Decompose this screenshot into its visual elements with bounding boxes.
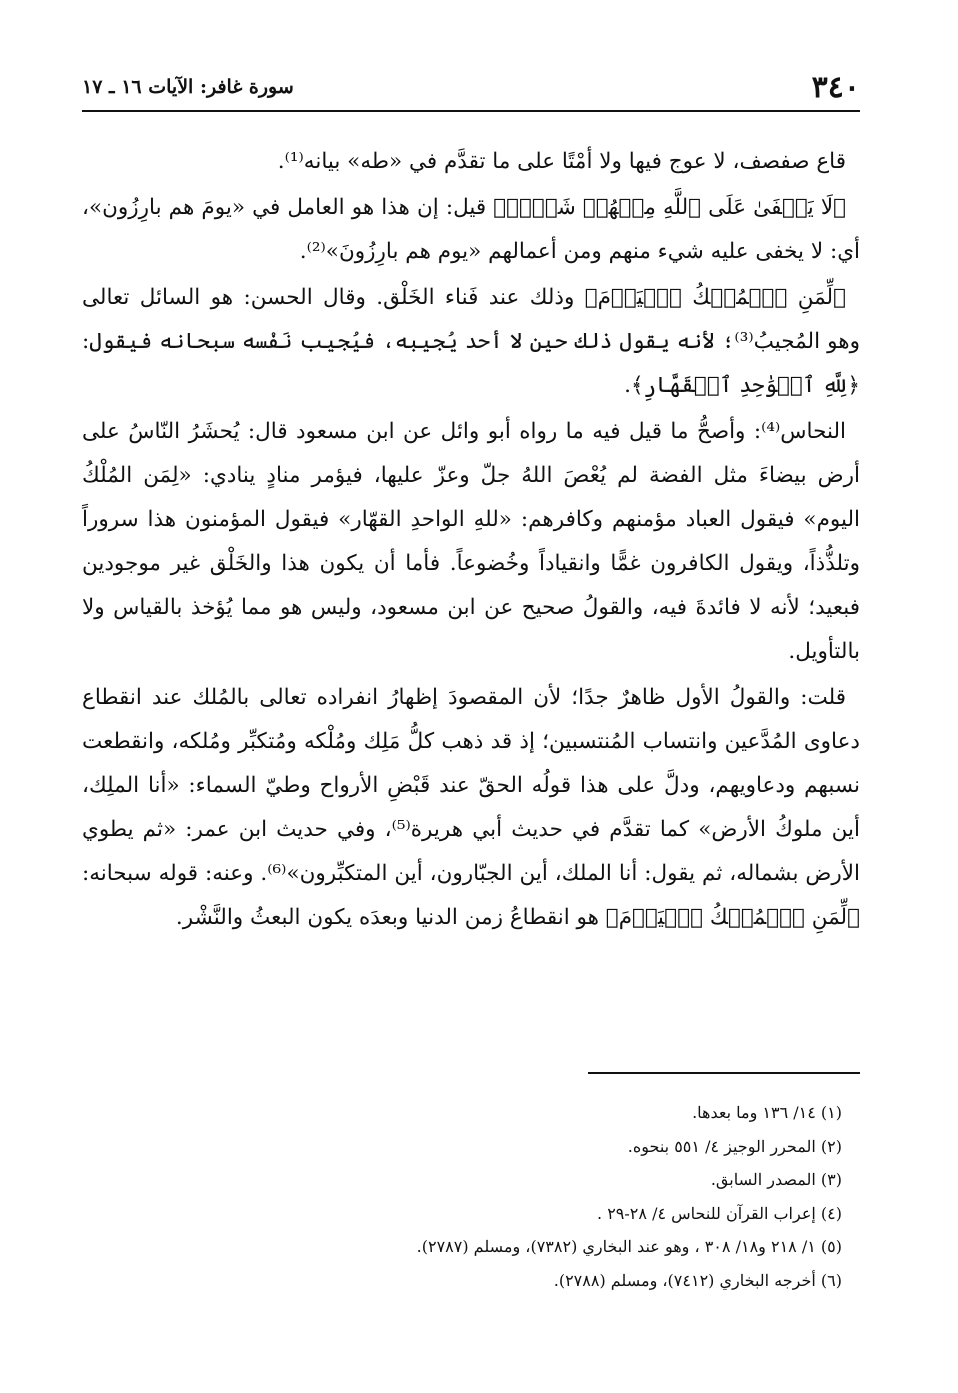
main-text (82, 140, 860, 940)
paragraph: النحاس⁽⁴⁾: وأصحُّ ما قيل فيه ما رواه أبو وائل عن ابن مسعود قال: يُحشَرُ النّاسُ على أرض بيضاءَ مثل الفضة لم يُعْصَ اللهُ جلّ وعزّ عليها، فيؤمر منادٍ ينادي: «لِمَن المُلْكُ اليوم» فيقول العباد مؤمنهم وكافرهم: «للهِ الواحدِ القهّار» فيقول المؤمنون هذا سروراً وتلذُّذاً، ويقول الكافرون غمًّا وانقياداً وخُضوعاً. فأما أن يكون هذا والخَلْق غير موجودين فبعيد؛ لأنه لا فائدةَ فيه، والقولُ صحيح عن ابن مسعود، وليس هو مما يُؤخذ بالقياس ولا بالتأويل. (82, 419, 860, 664)
footnote: (٦) أخرجه البخاري (٧٤١٢)، ومسلم (٢٧٨٨). (553, 1270, 842, 1290)
footnote: (٤) إعراب القرآن للنحاس ٤/ ٢٨-٢٩ . (597, 1203, 842, 1223)
footnote: (٥) ١/ ٢١٨ و١٨/ ٣٠٨ ، وهو عند البخاري (٧٣٨٢)، ومسلم (٢٧٨٧). (416, 1237, 842, 1257)
footnote: (١) ١٤/ ١٣٦ وما بعدها. (692, 1103, 842, 1122)
paragraph: قلت: والقولُ الأول ظاهرٌ جدًا؛ لأن المقصودَ إظهارُ انفراده تعالى بالمُلك عند انقطاع دعاوى المُدَّعين وانتساب المُنتسبين؛ إذ قد ذهب كلُّ مَلِك ومُلْكه ومُتكبِّر ومُلكه، وانقطعت نسبهم ودعاويهم، ودلَّ على هذا قولُه الحقّ عند قَبْضِ الأرواح وطيّ السماء: «أنا الملِك، أين ملوكُ الأرض» كما تقدَّم في حديث أبي هريرة⁽⁵⁾، وفي حديث ابن عمر: «ثم يطوي الأرض بشماله، ثم يقول: أنا الملك، أين الجبّارون، أين المتكبِّرون»⁽⁶⁾. وعنه: قوله سبحانه: ﴿لِّمَنِ ٱلۡمُلۡكُ ٱلۡيَوۡمَ﴾ هو انقطاعُ زمن الدنيا وبعدَه يكون البعثُ والنَّشْر. (82, 685, 860, 930)
footnote-separator (588, 1072, 860, 1074)
paragraph: ﴿لِّمَنِ ٱلۡمُلۡكُ ٱلۡيَوۡمَ﴾ وذلك عند فَناء الخَلْق. وقال الحسن: هو السائل تعالى وهو المُجيبُ⁽³⁾؛ لأنه يقول ذلك حين لا أحد يُجيبه، فيُجيب نَفْسه سبحانه فيقول: ﴿لِلَّهِ ٱلۡوَٰحِدِ ٱلۡقَهَّارِ﴾. (82, 285, 861, 398)
running-title: سورة غافر: الآيات ١٦ ـ ١٧ (82, 76, 294, 98)
page-header (82, 62, 860, 112)
paragraph: ﴿لَا يَخۡفَىٰ عَلَى ٱللَّهِ مِنۡهُمۡ شَيۡءٞ﴾ قيل: إن هذا هو العامل في «يومَ هم بارِزُون»، أي: لا يخفى عليه شيء منهم ومن أعمالهم «يوم هم بارِزُونَ»⁽²⁾. (82, 195, 860, 264)
footnotes (82, 1096, 860, 1298)
paragraph: قاع صفصف، لا عوج فيها ولا أمْتًا على ما تقدَّم في «طه» بيانه⁽¹⁾. (277, 149, 846, 174)
footnote: (٢) المحرر الوجيز ٤/ ٥٥١ بنحوه. (627, 1136, 842, 1156)
page-number: ٣٤٠ (811, 70, 860, 105)
footnote: (٣) المصدر السابق. (710, 1170, 842, 1190)
